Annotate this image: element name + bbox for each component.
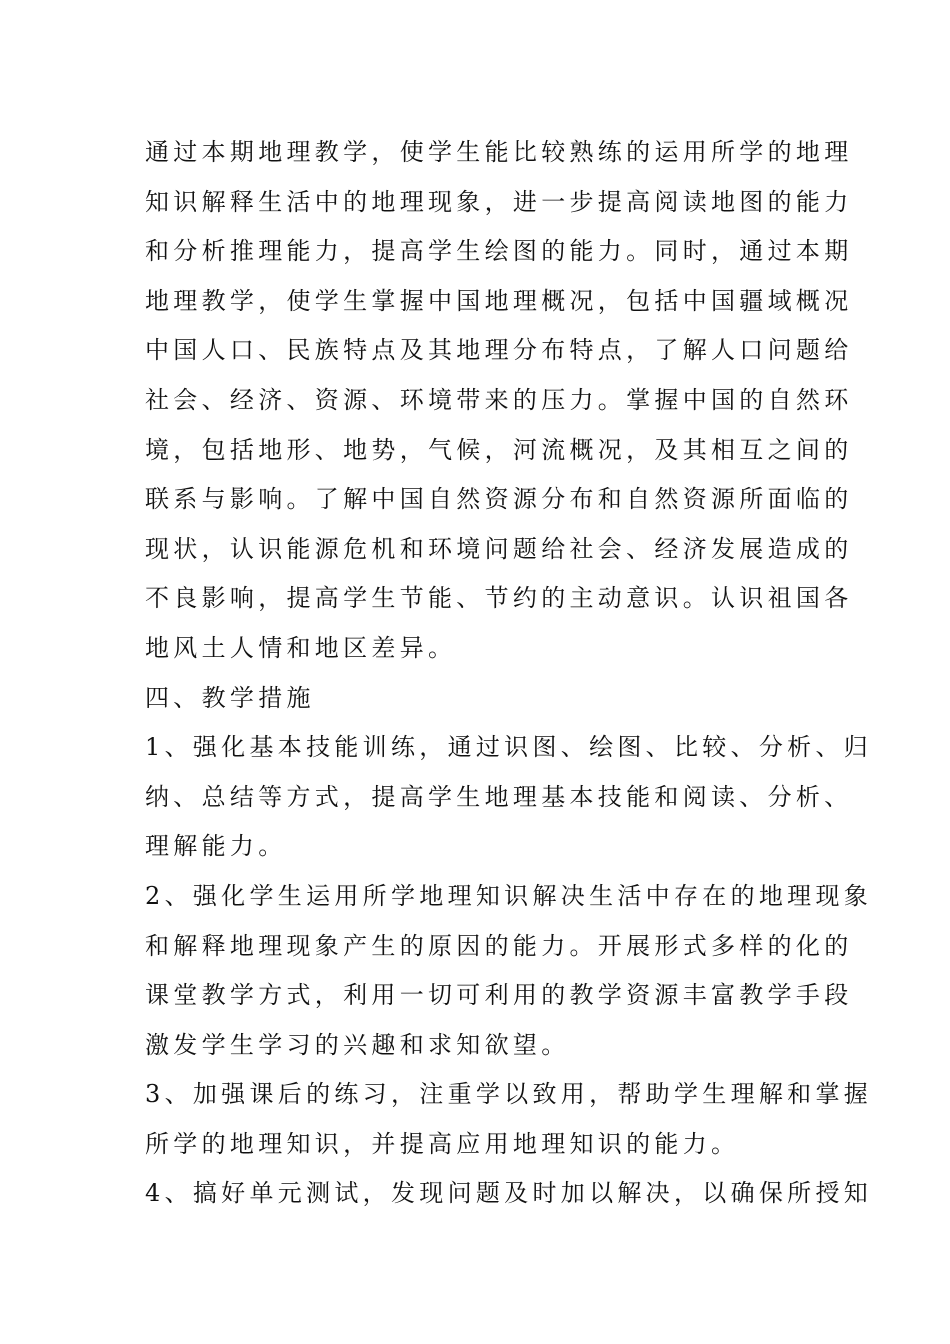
text-line-14: 纳、总结等方式，提高学生地理基本技能和阅读、分析、 (145, 782, 853, 811)
text-line-19: 激发学生学习的兴趣和求知欲望。 (145, 1030, 570, 1059)
text-line-13: 1、强化基本技能训练，通过识图、绘图、比较、分析、归 (145, 733, 873, 762)
text-line-20: 3、加强课后的练习，注重学以致用，帮助学生理解和掌握 (145, 1080, 873, 1109)
text-line-8: 联系与影响。了解中国自然资源分布和自然资源所面临的 (145, 485, 853, 514)
text-line-22: 4、搞好单元测试，发现问题及时加以解决，以确保所授知 (145, 1179, 873, 1208)
document-body (145, 128, 873, 1219)
section-heading: 四、教学措施 (145, 683, 315, 712)
text-line-16: 2、强化学生运用所学地理知识解决生活中存在的地理现象 (145, 881, 873, 910)
text-line-9: 现状，认识能源危机和环境问题给社会、经济发展造成的 (145, 534, 853, 563)
text-line-21: 所学的地理知识，并提高应用地理知识的能力。 (145, 1129, 740, 1158)
text-line-18: 课堂教学方式，利用一切可利用的教学资源丰富教学手段 (145, 981, 853, 1010)
text-line-5: 中国人口、民族特点及其地理分布特点，了解人口问题给 (145, 336, 853, 365)
text-line-17: 和解释地理现象产生的原因的能力。开展形式多样的化的 (145, 931, 853, 960)
text-line-7: 境，包括地形、地势，气候，河流概况，及其相互之间的 (145, 435, 853, 464)
text-line-6: 社会、经济、资源、环境带来的压力。掌握中国的自然环 (145, 385, 853, 414)
text-line-10: 不良影响，提高学生节能、节约的主动意识。认识祖国各 (145, 584, 853, 613)
text-line-3: 和分析推理能力，提高学生绘图的能力。同时，通过本期 (145, 237, 853, 266)
text-line-11: 地风土人情和地区差异。 (145, 633, 457, 662)
text-line-15: 理解能力。 (145, 832, 287, 861)
text-line-1: 通过本期地理教学，使学生能比较熟练的运用所学的地理 (145, 138, 853, 166)
text-line-2: 知识解释生活中的地理现象，进一步提高阅读地图的能力 (145, 187, 853, 216)
text-line-4: 地理教学，使学生掌握中国地理概况，包括中国疆域概况 (145, 286, 853, 315)
